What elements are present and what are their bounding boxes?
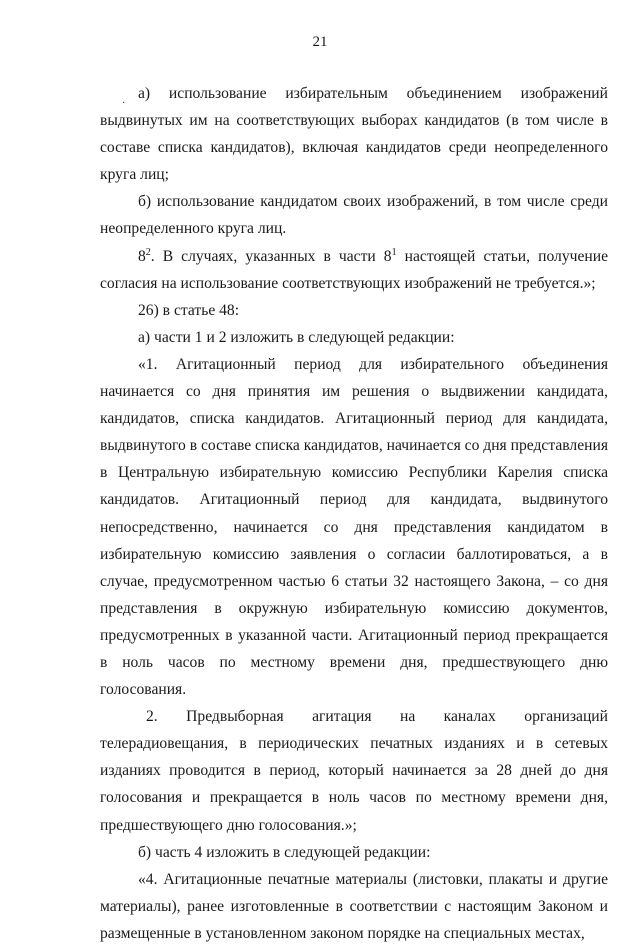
article-48-part-4: «4. Агитационные печатные материалы (листовки, плакаты и другие материалы), ранее изготовленные в соответствии с настоящим Законом и размещенные в установленном законом порядке на специальных местах, [100, 870, 608, 942]
paragraph-b-image-use-candidate: б) использование кандидатом своих изображений, в том числе среди неопределенного круга лиц. [100, 193, 608, 238]
reference-superscript: 1 [391, 246, 397, 258]
article-48-part-1: «1. Агитационный период для избирательного объединения начинается со дня принятия им решения о выдвижении кандидата, кандидатов, списка кандидатов. Агитационный период для кандидата, выдвинутого в составе списка кандидатов, начинается со дня представления в Центральную избирательную комиссию Республики Карелия списка кандидатов. Агитационный период для кандидата, выдвинутого непосредственно, начинается со дня представления кандидатом в избирательную комиссию заявления о согласии баллотироваться, а в случае, предусмотренном частью 6 статьи 32 настоящего Закона, – со дня представления в окружную избирательную комиссию документов, предусмотренных в указанной части. Агитационный период прекращается в ноль часов по местному времени дня, предшествующего дню голосования. [100, 355, 608, 699]
paragraph-8-2 [100, 243, 608, 297]
article-48-part-2: 2. Предвыборная агитация на каналах организаций телерадиовещания, в периодических печатных изданиях и в сетевых изданиях проводится в период, который начинается за 28 дней до дня голосования и прекращается в ноль часов по местному времени дня, предшествующего дню голосования.»; [100, 708, 608, 834]
document-body [100, 80, 608, 947]
clause-number: 8 [138, 247, 146, 265]
amendment-item-26: 26) в статье 48: [138, 301, 240, 319]
margin-mark: · [122, 98, 126, 109]
subitem-a-heading: а) части 1 и 2 изложить в следующей редакции: [138, 328, 455, 346]
clause-number-superscript: 2 [145, 246, 151, 258]
page-number: 21 [312, 34, 328, 50]
paragraph-a-image-use-party: а) использование избирательным объединением изображений выдвинутых им на соответствующих выборах кандидатов (в том числе в составе списка кандидатов), включая кандидатов среди неопределенного круга лиц; [100, 85, 608, 184]
clause-text-part-a: . В случаях, указанных в части 8 [150, 247, 392, 265]
subitem-b-heading: б) часть 4 изложить в следующей редакции: [138, 843, 431, 861]
clause-text-part-b: настоящей статьи, получение согласия на использование соответствующих изображений не требуется.»; [100, 247, 608, 292]
